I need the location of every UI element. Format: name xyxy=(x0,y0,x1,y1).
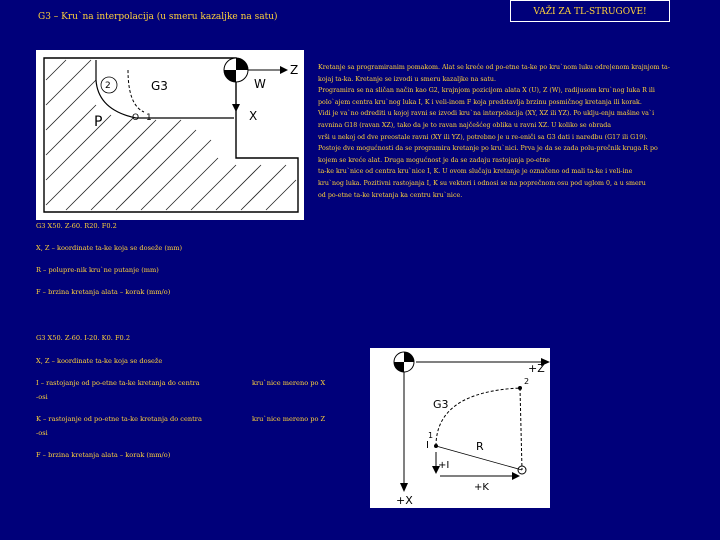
section1-xz: X, Z – koordinate ta-ke koja se doseže (mm) xyxy=(36,244,183,252)
diagram-g3-radius xyxy=(36,50,304,220)
section2-i: I – rastojanje od po-etne ta-ke kretanja do centra xyxy=(36,379,200,387)
paragraph-line: Programira se na sličan način kao G2, krajnjom pozicijom alata X (U), Z (W), radijusom kru`nog luka R ili xyxy=(318,87,655,95)
diagram-g3-ik xyxy=(370,348,550,508)
label-two: 2 xyxy=(105,81,111,91)
label-g3: G3 xyxy=(151,79,168,93)
label-w: W xyxy=(254,77,266,91)
paragraph-line: ravnina G18 (ravan XZ), tako da je to ravan najčešćeg oblika u ravni XZ. U koliko se obrada xyxy=(318,121,612,129)
start-point xyxy=(434,444,438,448)
label-two: 2 xyxy=(524,377,530,386)
section2-i-cont: -osi xyxy=(36,393,48,401)
diagram-background xyxy=(370,348,550,508)
section2-xz: X, Z – koordinate ta-ke koja se doseže xyxy=(36,357,163,365)
label-plus-z: +Z xyxy=(528,362,545,375)
page-title: G3 – Kru`na interpolacija (u smeru kazaljke na satu) xyxy=(38,12,278,22)
paragraph-line: ta-ke kru`nice od centra kru`nice I, K. U ovom slučaju kretanje je označeno od mali ta-ke i veli-ine xyxy=(318,168,633,176)
label-plus-i: +I xyxy=(438,460,450,471)
paragraph-line: kojem se kreće alat. Druga mogućnost je da se zadaju rastojanja po-etne xyxy=(318,156,551,164)
section2-code: G3 X50. Z-60. I-20. K0. F0.2 xyxy=(36,334,131,342)
label-o: O xyxy=(132,113,140,123)
paragraph-line: vrši u nekoj od dve preostale ravni (XY ili YZ), potrebno je u re-eniči sa G3 dati i naredbu (G17 ili G19). xyxy=(318,133,648,141)
section1-r: R – polupre-nik kru`ne putanje (mm) xyxy=(36,266,159,274)
label-r: R xyxy=(476,440,484,453)
description-paragraph xyxy=(318,62,713,201)
paragraph-line: Vidi je va`no odrediti u kojoj ravni se izvodi kru`na interpolacija (XY, XZ ili YZ). Po uklju-enju mašine va`i xyxy=(318,110,655,118)
paragraph-line: kojaj ta-ka. Kretanje se izvodi u smeru kazaljke na satu. xyxy=(318,75,496,83)
paragraph-line: kru`nog luka. Pozitivni rastojanja I, K su vektori i odnosi se na poprečnom osu pod uglom 0, a u smeru xyxy=(318,179,646,187)
label-one: 1 xyxy=(146,113,152,123)
paragraph-line: od po-etne ta-ke kretanja ka centru kru`nice. xyxy=(318,191,463,199)
label-i: I xyxy=(426,440,429,451)
label-p: P xyxy=(94,114,103,130)
label-one: 1 xyxy=(428,431,434,440)
section2-k-right: kru`nice mereno po Z xyxy=(252,415,326,423)
machine-zero-icon xyxy=(224,58,248,82)
label-plus-k: +K xyxy=(474,482,489,493)
section2-k-cont: -osi xyxy=(36,429,48,437)
label-g3: G3 xyxy=(433,398,449,411)
label-plus-x: +X xyxy=(396,494,413,507)
section2-i-right: kru`nice mereno po X xyxy=(252,379,326,387)
section2-k: K – rastojanje od po-etne ta-ke kretanja do centra xyxy=(36,415,202,423)
section2-f: F – brzina kretanja alata – korak (mm/o) xyxy=(36,451,171,459)
label-x: X xyxy=(249,109,258,123)
paragraph-line: Kretanje sa programiranim pomakom. Alat se kreće od po-etne ta-ke po kru`nom luku odre|enom krajnjom ta- xyxy=(318,64,670,71)
label-z: Z xyxy=(290,63,299,77)
machine-zero-icon xyxy=(394,352,414,372)
paragraph-line: Postoje dve mogućnosti da se programira kretanje po kru`nici. Prva je da se zada polu-prečnik kruga R po xyxy=(318,145,658,153)
section1-code: G3 X50. Z-60. R20. F0.2 xyxy=(36,222,117,230)
end-point xyxy=(518,386,522,390)
paragraph-line: polo`ajem centra kru`nog luka I, K i veli-inom F koja predstavlja brzinu posmičnog kretanja ili korak. xyxy=(318,98,642,106)
lathe-only-badge: VAŽI ZA TL-STRUGOVE! xyxy=(510,0,670,22)
section1-f: F – brzina kretanja alata – korak (mm/o) xyxy=(36,288,171,296)
